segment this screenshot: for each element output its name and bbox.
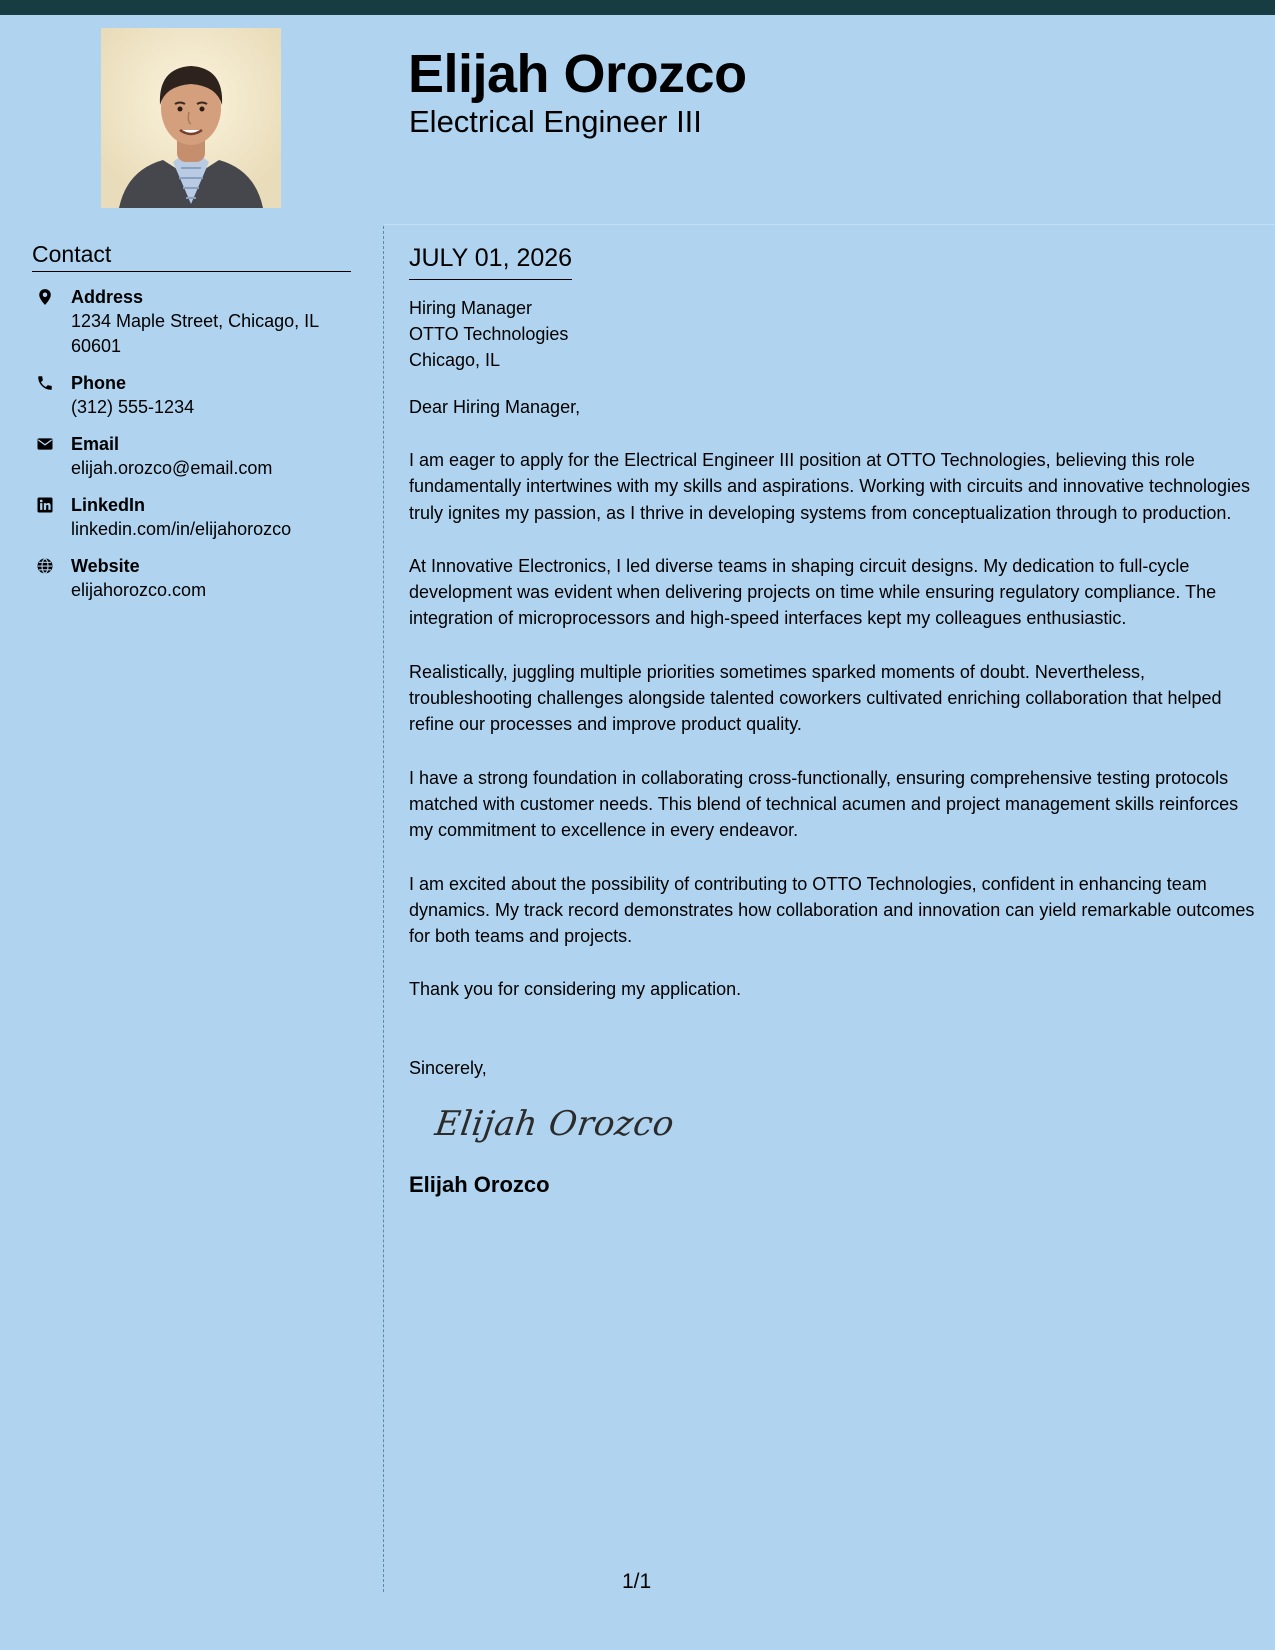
profile-photo [101, 28, 281, 208]
letter-paragraph: I am eager to apply for the Electrical Engineer III position at OTTO Technologies, believing this role fundamentally intertwines with my skills and aspirations. Working with circuits and innovative technologies truly ignites my passion, as I thrive in developing systems from conceptualization through to production. [409, 450, 1251, 523]
contact-email [32, 432, 351, 481]
globe-icon [36, 557, 54, 575]
contact-label: Email [71, 434, 120, 454]
job-title: Electrical Engineer III [409, 104, 702, 139]
page-number: 1/1 [622, 1570, 652, 1593]
contact-value: elijah.orozco@email.com [71, 458, 273, 478]
contact-sidebar [32, 238, 351, 603]
letter-paragraph: Realistically, juggling multiple priorities sometimes sparked moments of doubt. Nevertheless, troubleshooting challenges alongside talented coworkers cultivated enriching collaboration that helped refine our processes and improve product quality. [409, 661, 1222, 735]
closing: Sincerely, [409, 1057, 487, 1078]
contact-website [32, 554, 351, 603]
recipient-line: Hiring Manager [409, 298, 533, 318]
handwritten-signature [432, 1099, 677, 1147]
recipient-line: Chicago, IL [409, 350, 501, 370]
recipient-block [409, 295, 1259, 373]
contact-heading: Contact [32, 238, 351, 272]
contact-label: Website [71, 556, 140, 576]
header-bar [0, 0, 1275, 15]
header-divider [384, 224, 1275, 225]
letter-paragraph: At Innovative Electronics, I led diverse teams in shaping circuit designs. My dedication to full-cycle development was evident when delivering projects on time while ensuring regulatory compliance. The integration of microprocessors and high-speed interfaces kept my colleagues enthusiastic. [409, 555, 1217, 629]
signer-name: Elijah Orozco [409, 1171, 550, 1197]
letter-paragraph: I am excited about the possibility of contributing to OTTO Technologies, confident in enhancing team dynamics. My track record demonstrates how collaboration and innovation can yield remarkable outcomes for both teams and projects. [409, 873, 1255, 947]
contact-value: (312) 555-1234 [71, 397, 195, 417]
linkedin-icon [36, 496, 54, 514]
profile-photo-image [101, 28, 281, 208]
applicant-name: Elijah Orozco [408, 44, 747, 104]
contact-value: 1234 Maple Street, Chicago, IL 60601 [71, 311, 319, 356]
contact-label: Address [71, 287, 144, 307]
phone-icon [36, 374, 54, 392]
letter-date: JULY 01, 2026 [409, 241, 572, 280]
letter-paragraph: I have a strong foundation in collaborating cross-functionally, ensuring comprehensive testing protocols matched with customer needs. This blend of technical acumen and project management skills reinforces my commitment to excellence in every endeavor. [409, 767, 1239, 841]
location-pin-icon [36, 288, 54, 306]
signature-text: Elijah Orozco [432, 1103, 677, 1144]
contact-phone [32, 371, 351, 420]
contact-linkedin [32, 493, 351, 542]
contact-label: LinkedIn [71, 495, 146, 515]
salutation: Dear Hiring Manager, [409, 397, 581, 417]
contact-label: Phone [71, 373, 127, 393]
contact-address [32, 285, 351, 359]
contact-value: linkedin.com/in/elijahorozco [71, 519, 292, 539]
column-divider [383, 226, 384, 1592]
letter-body [409, 241, 1259, 1200]
letter-paragraph: Thank you for considering my application. [409, 979, 742, 1000]
recipient-line: OTTO Technologies [409, 324, 569, 344]
contact-value: elijahorozco.com [71, 580, 207, 600]
envelope-icon [36, 435, 54, 453]
